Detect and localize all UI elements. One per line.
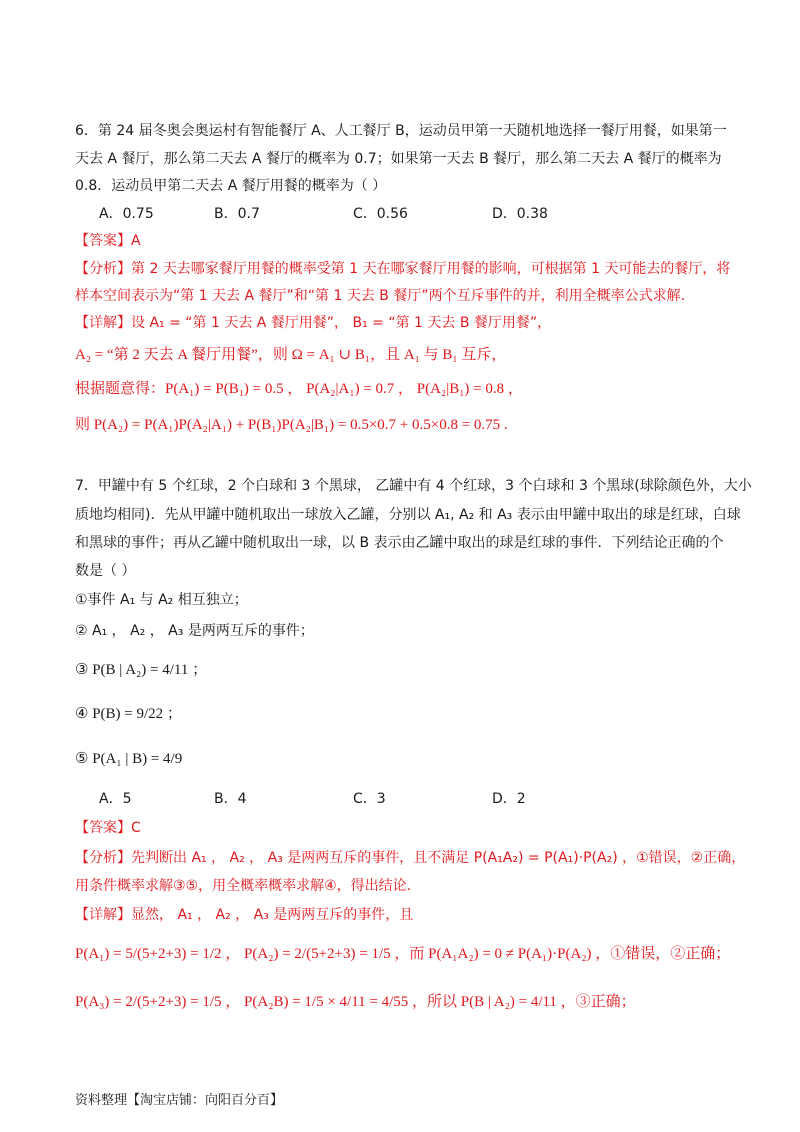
q6-detail-line-1: 【详解】设 A₁ = “第 1 天去 A 餐厅用餐”， B₁ = “第 1 天去 B 餐厅用餐”， [75,315,552,331]
q7-analysis-line-2: 用条件概率求解③⑤，用全概率概率求解④，得出结论. [75,878,412,894]
q6-stem-line-2: 天去 A 餐厅，那么第二天去 A 餐厅的概率为 0.7；如果第一天去 B 餐厅，那么第二天去 A 餐厅的概率为 [75,151,722,167]
q7-statement-1: ①事件 A₁ 与 A₂ 相互独立； [75,592,248,608]
q7-choice-c: C．3 [353,791,386,807]
q7-choice-a: A．5 [99,791,132,807]
q6-stem-line-3: 0.8．运动员甲第二天去 A 餐厅用餐的概率为（ ） [75,178,387,194]
q7-statement-4: ④ P(B) = 9/22 ； [75,706,182,722]
page-footer: 资料整理【淘宝店铺：向阳百分百】 [75,1093,284,1108]
q7-stem-line-4: 数是（ ） [75,563,136,579]
q7-detail-line-3: P(A₃) = 2/(5+2+3) = 1/5 ， P(A₂B) = 1/5 × 4/11 = 4/55 ，所以 P(B | A₂) = 4/11 ，③正确； [75,994,636,1010]
q6-choice-a: A．0.75 [99,206,154,222]
q7-choice-b: B．4 [214,791,247,807]
q7-statement-2: ② A₁ ， A₂ ， A₃ 是两两互斥的事件； [75,623,314,639]
q7-statement-5: ⑤ P(A₁ | B) = 4/9 [75,751,183,767]
q7-statement-3: ③ P(B | A₂) = 4/11 ； [75,662,208,678]
q6-stem-line-1: 6．第 24 届冬奥会奥运村有智能餐厅 A、人工餐厅 B，运动员甲第一天随机地选择一餐厅用餐，如果第一 [75,123,727,139]
q7-stem-line-2: 质地均相同)．先从甲罐中随机取出一球放入乙罐，分别以 A₁, A₂ 和 A₃ 表示由甲罐中取出的球是红球，白球 [75,507,741,523]
q6-choice-d: D．0.38 [492,206,548,222]
q7-stem-line-3: 和黑球的事件；再从乙罐中随机取出一球，以 B 表示由乙罐中取出的球是红球的事件．下列结论正确的个 [75,535,724,551]
q7-analysis-line-1: 【分析】先判断出 A₁ ， A₂ ， A₃ 是两两互斥的事件，且不满足 P(A₁A₂) = P(A₁)·P(A₂) ，①错误，②正确， [75,850,746,866]
q6-answer: 【答案】A [75,233,141,249]
q6-detail-line-4: 则 P(A₂) = P(A₁)P(A₂|A₁) + P(B₁)P(A₂|B₁) = 0.5×0.7 + 0.5×0.8 = 0.75 . [75,417,508,433]
q7-choice-d: D．2 [492,791,526,807]
q6-analysis-line-1: 【分析】第 2 天去哪家餐厅用餐的概率受第 1 天在哪家餐厅用餐的影响，可根据第 1 天可能去的餐厅，将 [75,261,731,277]
q7-detail-line-1: 【详解】显然， A₁ ， A₂ ， A₃ 是两两互斥的事件，且 [75,907,414,923]
q6-analysis-line-2: 样本空间表示为“第 1 天去 A 餐厅”和“第 1 天去 B 餐厅”两个互斥事件的并，利用全概率公式求解. [75,288,686,304]
q6-detail-line-2: A₂ = “第 2 天去 A 餐厅用餐”，则 Ω = A₁ ∪ B₁，且 A₁ 与 B₁ 互斥， [75,347,507,363]
q7-stem-line-1: 7．甲罐中有 5 个红球，2 个白球和 3 个黑球， 乙罐中有 4 个红球，3 个白球和 3 个黑球(球除颜色外，大小 [75,478,752,494]
q6-detail-line-3: 根据题意得：P(A₁) = P(B₁) = 0.5 ， P(A₂|A₁) = 0.7 ， P(A₂|B₁) = 0.8 ， [75,381,523,397]
q7-detail-line-2: P(A₁) = 5/(5+2+3) = 1/2 ， P(A₂) = 2/(5+2+3) = 1/5 ，而 P(A₁A₂) = 0 ≠ P(A₁)·P(A₂) ，①错误，②正确； [75,946,731,962]
q7-answer: 【答案】C [75,820,141,836]
q6-choice-c: C．0.56 [353,206,408,222]
q6-choice-b: B．0.7 [214,206,260,222]
